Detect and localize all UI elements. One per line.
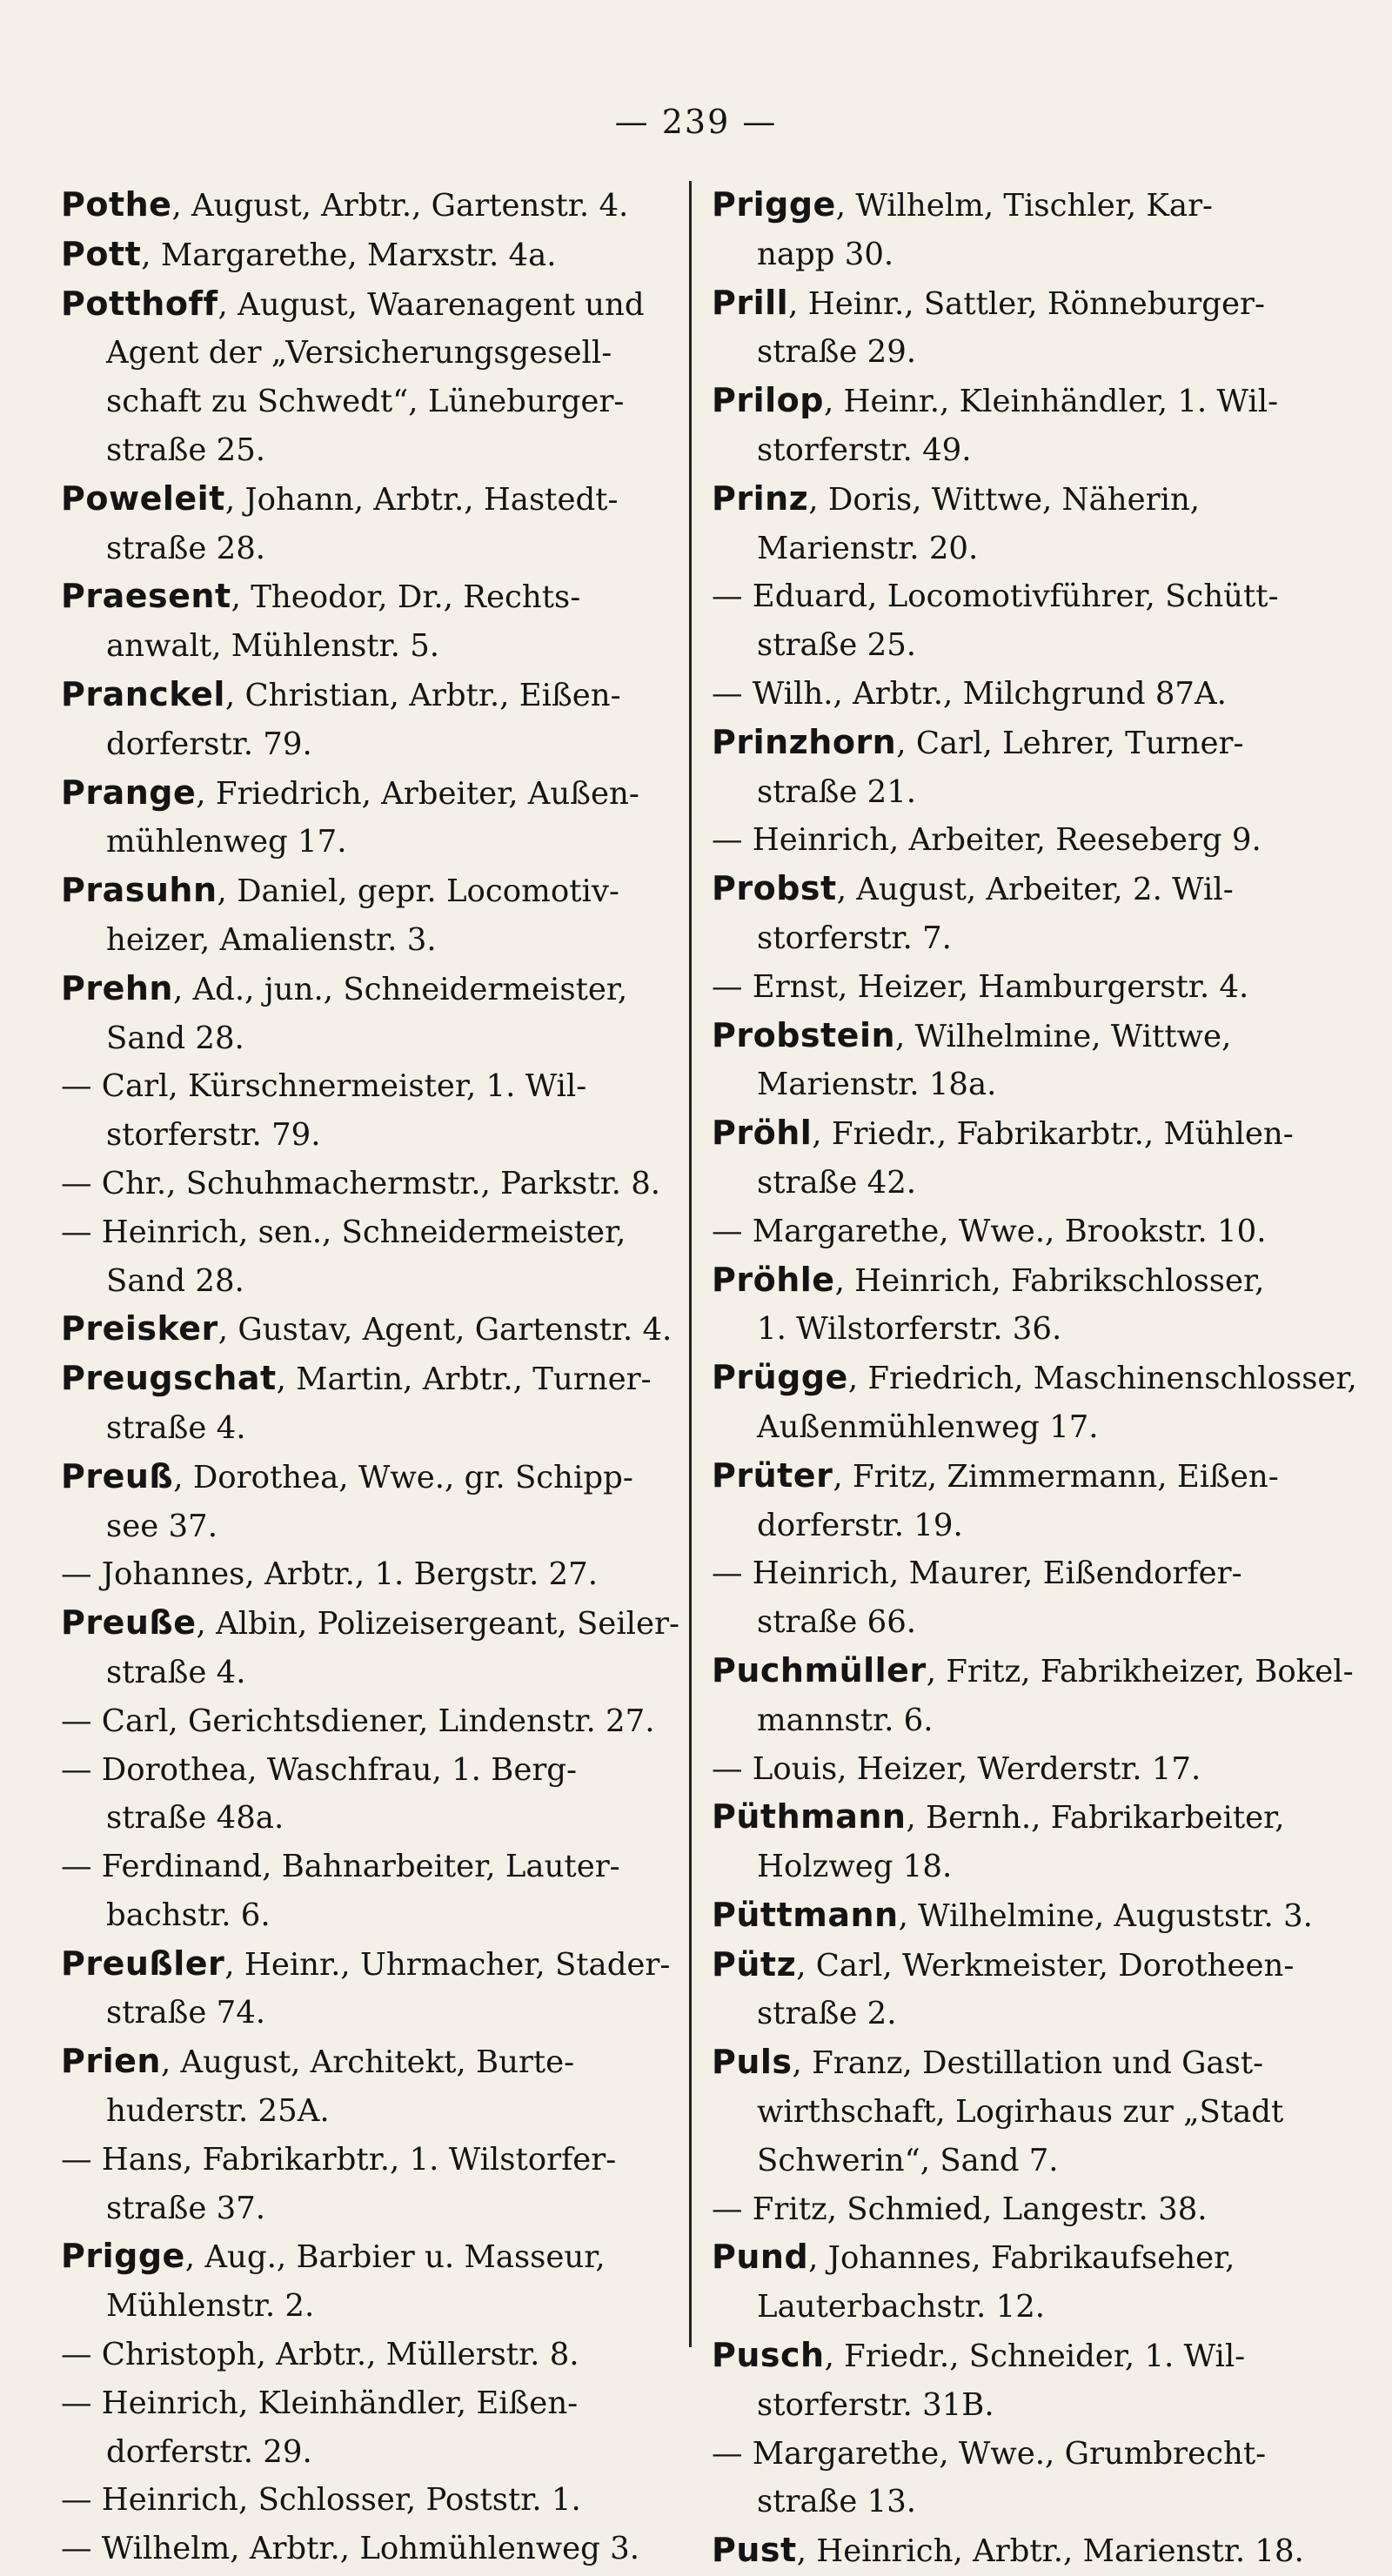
entry-continuation-line: Marienstr. 18a. <box>757 1067 997 1103</box>
entry-continuation-line: Lauterbachstr. 12. <box>757 2289 1046 2325</box>
entry-first-line: — Hans, Fabrikarbtr., 1. Wilstorfer- <box>61 2141 617 2178</box>
entry-first-line: Preuß, Dorothea, Wwe., gr. Schipp- <box>61 1456 633 1495</box>
entry-first-line: Probst, August, Arbeiter, 2. Wil- <box>712 869 1234 908</box>
entry-continuation-line: straße 2. <box>757 1996 897 2032</box>
entry-first-line: — Wilh., Arbtr., Milchgrund 87A. <box>712 675 1227 712</box>
entry-first-line: Pranckel, Christian, Arbtr., Eißen- <box>61 674 621 713</box>
directory-entry <box>712 475 1331 573</box>
entry-continuation-line: storferstr. 7. <box>757 920 952 956</box>
surname: Prinz <box>712 478 809 518</box>
directory-entry <box>712 816 1331 865</box>
surname: Probst <box>712 869 837 908</box>
directory-entry <box>712 1109 1331 1208</box>
entry-continuation-line: Holzweg 18. <box>757 1849 953 1885</box>
directory-entry <box>712 1256 1331 1355</box>
entry-continuation-line: straße 66. <box>757 1604 917 1641</box>
directory-entry <box>61 231 670 280</box>
surname: Pust <box>712 2531 797 2570</box>
surname: Preugschat <box>61 1359 277 1398</box>
entry-first-line: Prien, August, Architekt, Burte- <box>61 2042 575 2081</box>
entry-first-line: Preuße, Albin, Polizeisergeant, Seiler- <box>61 1603 679 1643</box>
entry-first-line: Prill, Heinr., Sattler, Rönneburger- <box>712 283 1265 322</box>
entry-continuation-line: dorferstr. 79. <box>106 726 312 762</box>
directory-entry <box>61 1843 670 1940</box>
entry-continuation-line: Marienstr. 20. <box>757 530 979 566</box>
entry-first-line: Prasuhn, Daniel, gepr. Locomotiv- <box>61 871 619 910</box>
directory-entry <box>61 2379 670 2477</box>
entry-continuation-line: straße 25. <box>757 627 917 664</box>
directory-entry <box>712 1549 1331 1647</box>
entry-continuation-line: Außenmühlenweg 17. <box>757 1408 1099 1445</box>
page-number: — 239 — <box>614 103 778 141</box>
directory-entry <box>712 865 1331 963</box>
entry-first-line: Prinz, Doris, Wittwe, Näherin, <box>712 478 1201 518</box>
entry-first-line: — Heinrich, Kleinhändler, Eißen- <box>61 2385 579 2421</box>
entry-continuation-line: mühlenweg 17. <box>106 824 347 860</box>
directory-entry <box>712 1208 1331 1256</box>
surname: Preuß <box>61 1456 174 1495</box>
surname: Pott <box>61 234 142 273</box>
surname: Pütz <box>712 1944 797 1984</box>
entry-continuation-line: dorferstr. 19. <box>757 1507 963 1543</box>
surname: Praesent <box>61 577 231 616</box>
surname: Probstein <box>712 1015 896 1054</box>
entry-first-line: — Carl, Gerichtsdiener, Lindenstr. 27. <box>61 1703 655 1739</box>
directory-entry <box>61 965 670 1063</box>
entry-first-line: Pott, Margarethe, Marxstr. 4a. <box>61 234 557 273</box>
directory-entry <box>712 1354 1357 1452</box>
entry-continuation-line: 1. Wilstorferstr. 36. <box>757 1311 1062 1348</box>
directory-entry <box>712 2185 1331 2234</box>
directory-entry <box>712 1793 1331 1891</box>
entry-first-line: Potthoff, August, Waarenagent und <box>61 284 645 323</box>
directory-entry <box>712 963 1331 1012</box>
entry-continuation-line: straße 25. <box>106 432 266 468</box>
entry-continuation-line: straße 21. <box>757 773 917 810</box>
entry-first-line: Prügge, Friedrich, Maschinenschlosser, <box>712 1358 1357 1397</box>
directory-entry <box>712 572 1331 670</box>
directory-entry <box>61 671 670 769</box>
entry-continuation-line: straße 28. <box>106 530 266 566</box>
entry-first-line: — Dorothea, Waschfrau, 1. Berg- <box>61 1751 578 1788</box>
directory-entry <box>61 2476 670 2525</box>
entry-continuation-line: storferstr. 79. <box>106 1117 321 1154</box>
entry-continuation-line: schaft zu Schwedt“, Lüneburger- <box>106 384 625 420</box>
entry-first-line: Prinzhorn, Carl, Lehrer, Turner- <box>712 722 1244 761</box>
entry-first-line: Poweleit, Johann, Arbtr., Hastedt- <box>61 478 619 518</box>
entry-continuation-line: heizer, Amalienstr. 3. <box>106 921 437 958</box>
directory-entry <box>61 181 670 231</box>
surname: Preußler <box>61 1944 225 1983</box>
entry-first-line: — Johannes, Arbtr., 1. Bergstr. 27. <box>61 1556 598 1593</box>
entry-first-line: — Heinrich, sen., Schneidermeister, <box>61 1214 626 1250</box>
directory-entry <box>712 719 1331 817</box>
entry-first-line: Pröhle, Heinrich, Fabrikschlosser, <box>712 1260 1265 1299</box>
directory-entry <box>712 1012 1331 1110</box>
directory-entry <box>61 2331 670 2379</box>
entry-first-line: Pust, Heinrich, Arbtr., Marienstr. 18. <box>712 2531 1304 2570</box>
surname: Preisker <box>61 1309 218 1348</box>
entry-first-line: — Ernst, Heizer, Hamburgerstr. 4. <box>712 968 1249 1005</box>
entry-continuation-line: huderstr. 25A. <box>106 2093 330 2130</box>
surname: Preuße <box>61 1603 197 1643</box>
directory-entry <box>712 1941 1331 2039</box>
entry-continuation-line: Schwerin“, Sand 7. <box>757 2142 1059 2178</box>
directory-entry <box>61 2232 670 2331</box>
surname: Prinzhorn <box>712 722 897 761</box>
surname: Pund <box>712 2238 809 2277</box>
entry-first-line: — Heinrich, Maurer, Eißendorfer- <box>712 1556 1242 1592</box>
directory-entry <box>61 2136 670 2233</box>
entry-continuation-line: Mühlenstr. 2. <box>106 2288 315 2325</box>
entry-first-line: Pothe, August, Arbtr., Gartenstr. 4. <box>61 185 629 224</box>
entry-first-line: Preisker, Gustav, Agent, Gartenstr. 4. <box>61 1309 673 1348</box>
entry-first-line: Prange, Friedrich, Arbeiter, Außen- <box>61 773 639 812</box>
entry-first-line: — Margarethe, Wwe., Grumbrecht- <box>712 2435 1267 2472</box>
directory-entry <box>61 1160 670 1208</box>
entry-continuation-line: napp 30. <box>757 236 894 272</box>
directory-entry <box>61 1940 670 2038</box>
entry-continuation-line: bachstr. 6. <box>106 1897 271 1933</box>
surname: Prigge <box>61 2237 185 2276</box>
surname: Prange <box>61 773 197 812</box>
directory-entry <box>61 2525 670 2573</box>
entry-continuation-line: mannstr. 6. <box>757 1702 934 1738</box>
entry-first-line: Pund, Johannes, Fabrikaufseher, <box>712 2238 1235 2277</box>
entry-continuation-line: dorferstr. 29. <box>106 2433 312 2470</box>
directory-entry <box>61 1305 673 1355</box>
surname: Prigge <box>712 185 836 224</box>
directory-entry <box>712 670 1331 719</box>
surname: Prilop <box>712 381 824 420</box>
entry-first-line: Puchmüller, Fritz, Fabrikheizer, Bokel- <box>712 1650 1354 1689</box>
surname: Prien <box>61 2042 161 2081</box>
surname: Prüter <box>712 1455 833 1495</box>
entry-continuation-line: straße 74. <box>106 1995 266 2031</box>
entry-first-line: Püttmann, Wilhelmine, Auguststr. 3. <box>712 1895 1313 1934</box>
directory-entry <box>61 2037 670 2136</box>
entry-first-line: Preugschat, Martin, Arbtr., Turner- <box>61 1359 652 1398</box>
entry-continuation-line: straße 13. <box>757 2484 917 2520</box>
entry-continuation-line: Sand 28. <box>106 1020 244 1056</box>
directory-entry <box>61 475 670 573</box>
entry-first-line: Prehn, Ad., jun., Schneidermeister, <box>61 968 628 1007</box>
entry-first-line: Puls, Franz, Destillation und Gast- <box>712 2043 1264 2082</box>
surname: Püttmann <box>712 1895 899 1934</box>
surname: Prehn <box>61 968 173 1007</box>
surname: Pröhl <box>712 1114 813 1153</box>
directory-entry <box>712 1745 1331 1794</box>
entry-continuation-line: straße 4. <box>106 1654 246 1690</box>
surname: Puchmüller <box>712 1650 927 1689</box>
surname: Püthmann <box>712 1797 907 1837</box>
directory-entry <box>712 2526 1331 2576</box>
entry-continuation-line: straße 42. <box>757 1164 917 1201</box>
entry-first-line: Probstein, Wilhelmine, Wittwe, <box>712 1015 1232 1054</box>
entry-continuation-line: storferstr. 49. <box>757 432 972 468</box>
entry-first-line: Preußler, Heinr., Uhrmacher, Stader- <box>61 1944 671 1983</box>
entry-first-line: Pusch, Friedr., Schneider, 1. Wil- <box>712 2336 1246 2375</box>
entry-first-line: — Heinrich, Arbeiter, Reeseberg 9. <box>712 822 1262 859</box>
directory-entry <box>712 1891 1331 1941</box>
directory-entry <box>61 1355 670 1453</box>
directory-entry <box>712 279 1331 378</box>
surname: Prill <box>712 283 789 322</box>
surname: Prügge <box>712 1358 848 1397</box>
surname: Prasuhn <box>61 871 218 910</box>
directory-entry <box>712 181 1331 279</box>
entry-first-line: — Carl, Kürschnermeister, 1. Wil- <box>61 1068 587 1105</box>
entry-first-line: — Heinrich, Schlosser, Poststr. 1. <box>61 2482 581 2519</box>
directory-entry <box>61 1599 679 1697</box>
directory-entry <box>712 1452 1331 1550</box>
entry-continuation-line: wirthschaft, Logirhaus zur „Stadt <box>757 2094 1284 2131</box>
directory-entry <box>61 1550 670 1599</box>
entry-first-line: Prüter, Fritz, Zimmermann, Eißen- <box>712 1455 1279 1495</box>
left-column <box>61 181 679 2573</box>
directory-entry <box>712 2332 1331 2430</box>
surname: Potthoff <box>61 284 218 323</box>
directory-entry <box>712 2430 1331 2527</box>
entry-first-line: Prilop, Heinr., Kleinhändler, 1. Wil- <box>712 381 1279 420</box>
entry-continuation-line: straße 4. <box>106 1409 246 1446</box>
entry-first-line: — Christoph, Arbtr., Müllerstr. 8. <box>61 2337 579 2373</box>
directory-entry <box>61 1208 670 1306</box>
entry-continuation-line: see 37. <box>106 1508 218 1544</box>
surname: Pusch <box>712 2336 825 2375</box>
directory-entry <box>712 2233 1331 2332</box>
directory-entry <box>61 1697 670 1746</box>
entry-continuation-line: Sand 28. <box>106 1262 244 1299</box>
surname: Puls <box>712 2043 793 2082</box>
entry-continuation-line: straße 48a. <box>106 1800 284 1837</box>
directory-entry <box>712 377 1331 475</box>
directory-entry <box>712 2038 1331 2185</box>
directory-entry <box>61 866 670 965</box>
surname: Pranckel <box>61 674 225 713</box>
entry-continuation-line: anwalt, Mühlenstr. 5. <box>106 628 440 665</box>
entry-continuation-line: straße 29. <box>757 334 917 371</box>
entry-first-line: Praesent, Theodor, Dr., Rechts- <box>61 577 581 616</box>
entry-first-line: Pröhl, Friedr., Fabrikarbtr., Mühlen- <box>712 1114 1294 1153</box>
directory-entry <box>61 280 670 475</box>
entry-continuation-line: storferstr. 31B. <box>757 2386 994 2423</box>
entry-first-line: — Louis, Heizer, Werderstr. 17. <box>712 1750 1201 1787</box>
entry-first-line: — Margarethe, Wwe., Brookstr. 10. <box>712 1213 1267 1249</box>
directory-entry <box>61 1453 670 1551</box>
entry-first-line: — Eduard, Locomotivführer, Schütt- <box>712 579 1279 615</box>
entry-first-line: Prigge, Wilhelm, Tischler, Kar- <box>712 185 1214 224</box>
entry-first-line: Pütz, Carl, Werkmeister, Dorotheen- <box>712 1944 1295 1984</box>
directory-entry <box>61 769 670 867</box>
directory-entry <box>61 1746 670 1843</box>
surname: Pothe <box>61 185 172 224</box>
entry-first-line: — Wilhelm, Arbtr., Lohmühlenweg 3. <box>61 2531 640 2567</box>
surname: Pröhle <box>712 1260 835 1299</box>
entry-first-line: — Ferdinand, Bahnarbeiter, Lauter- <box>61 1849 620 1885</box>
entry-first-line: Prigge, Aug., Barbier u. Masseur, <box>61 2237 606 2276</box>
entry-first-line: — Chr., Schuhmachermstr., Parkstr. 8. <box>61 1165 661 1201</box>
entry-continuation-line: Agent der „Versicherungsgesell- <box>106 335 612 371</box>
surname: Poweleit <box>61 478 225 518</box>
entry-continuation-line: straße 37. <box>106 2190 266 2226</box>
entry-first-line: — Fritz, Schmied, Langestr. 38. <box>712 2191 1208 2227</box>
directory-entry <box>712 1647 1354 1745</box>
directory-entry <box>61 1062 670 1160</box>
column-divider <box>689 181 692 2347</box>
entry-first-line: Püthmann, Bernh., Fabrikarbeiter, <box>712 1797 1285 1837</box>
directory-entry <box>61 572 670 671</box>
right-column <box>712 181 1357 2576</box>
